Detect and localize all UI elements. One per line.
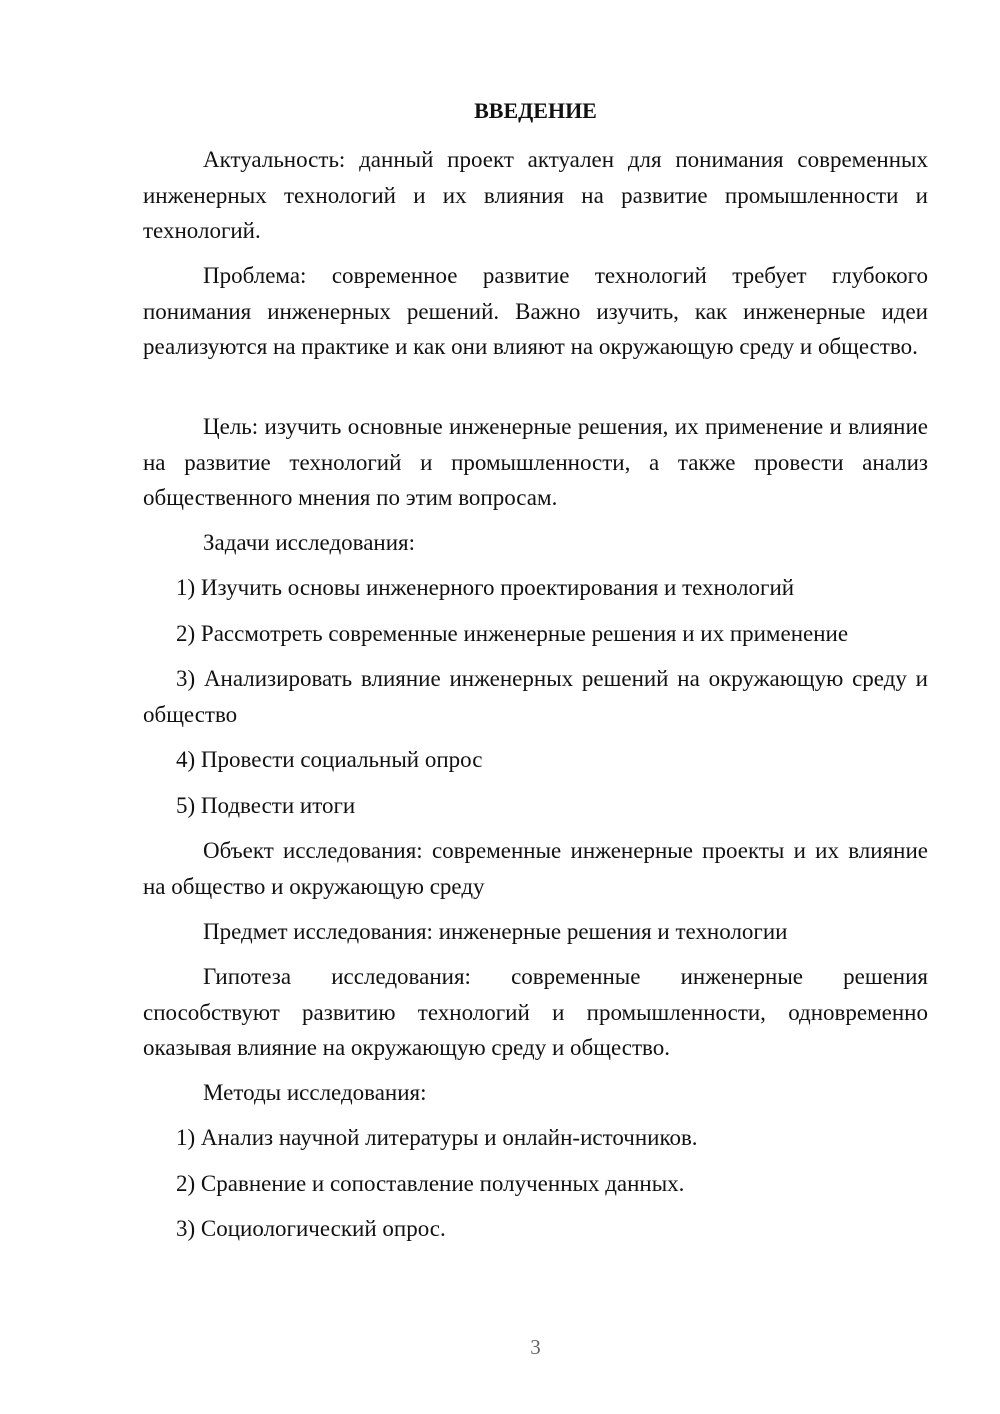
relevance-paragraph: Актуальность: данный проект актуален для понимания современных инженерных технологий и их влияния на развитие промышленности и технологий.: [143, 147, 928, 243]
hypothesis-paragraph: Гипотеза исследования: современные инженерные решения способствуют развитию технологий и промышленности, одновременно оказывая влияние на окружающую среду и общество.: [143, 964, 928, 1060]
method-item: 2) Сравнение и сопоставление полученных данных.: [176, 1171, 685, 1196]
research-object-paragraph: Объект исследования: современные инженерные проекты и их влияние на общество и окружающую среду: [143, 838, 928, 899]
research-subject-paragraph: Предмет исследования: инженерные решения и технологии: [203, 919, 788, 944]
task-item: 3) Анализировать влияние инженерных решений на окружающую среду и общество: [143, 666, 928, 727]
problem-paragraph: Проблема: современное развитие технологий требует глубокого понимания инженерных решений. Важно изучить, как инженерные идеи реализуются на практике и как они влияют на окружающую среду и общество.: [143, 263, 928, 359]
tasks-heading: Задачи исследования:: [203, 530, 416, 555]
method-item: 3) Социологический опрос.: [176, 1216, 446, 1241]
methods-heading: Методы исследования:: [203, 1080, 427, 1105]
task-item: 5) Подвести итоги: [176, 793, 356, 818]
task-item: 1) Изучить основы инженерного проектирования и технологий: [176, 575, 795, 600]
page-number: 3: [530, 1335, 541, 1359]
task-item: 2) Рассмотреть современные инженерные решения и их применение: [176, 621, 849, 646]
method-item: 1) Анализ научной литературы и онлайн-источников.: [176, 1125, 698, 1150]
section-title: ВВЕДЕНИЕ: [474, 98, 597, 123]
task-item: 4) Провести социальный опрос: [176, 747, 483, 772]
goal-paragraph: Цель: изучить основные инженерные решения, их применение и влияние на развитие технологий и промышленности, а также провести анализ общественного мнения по этим вопросам.: [143, 414, 928, 510]
